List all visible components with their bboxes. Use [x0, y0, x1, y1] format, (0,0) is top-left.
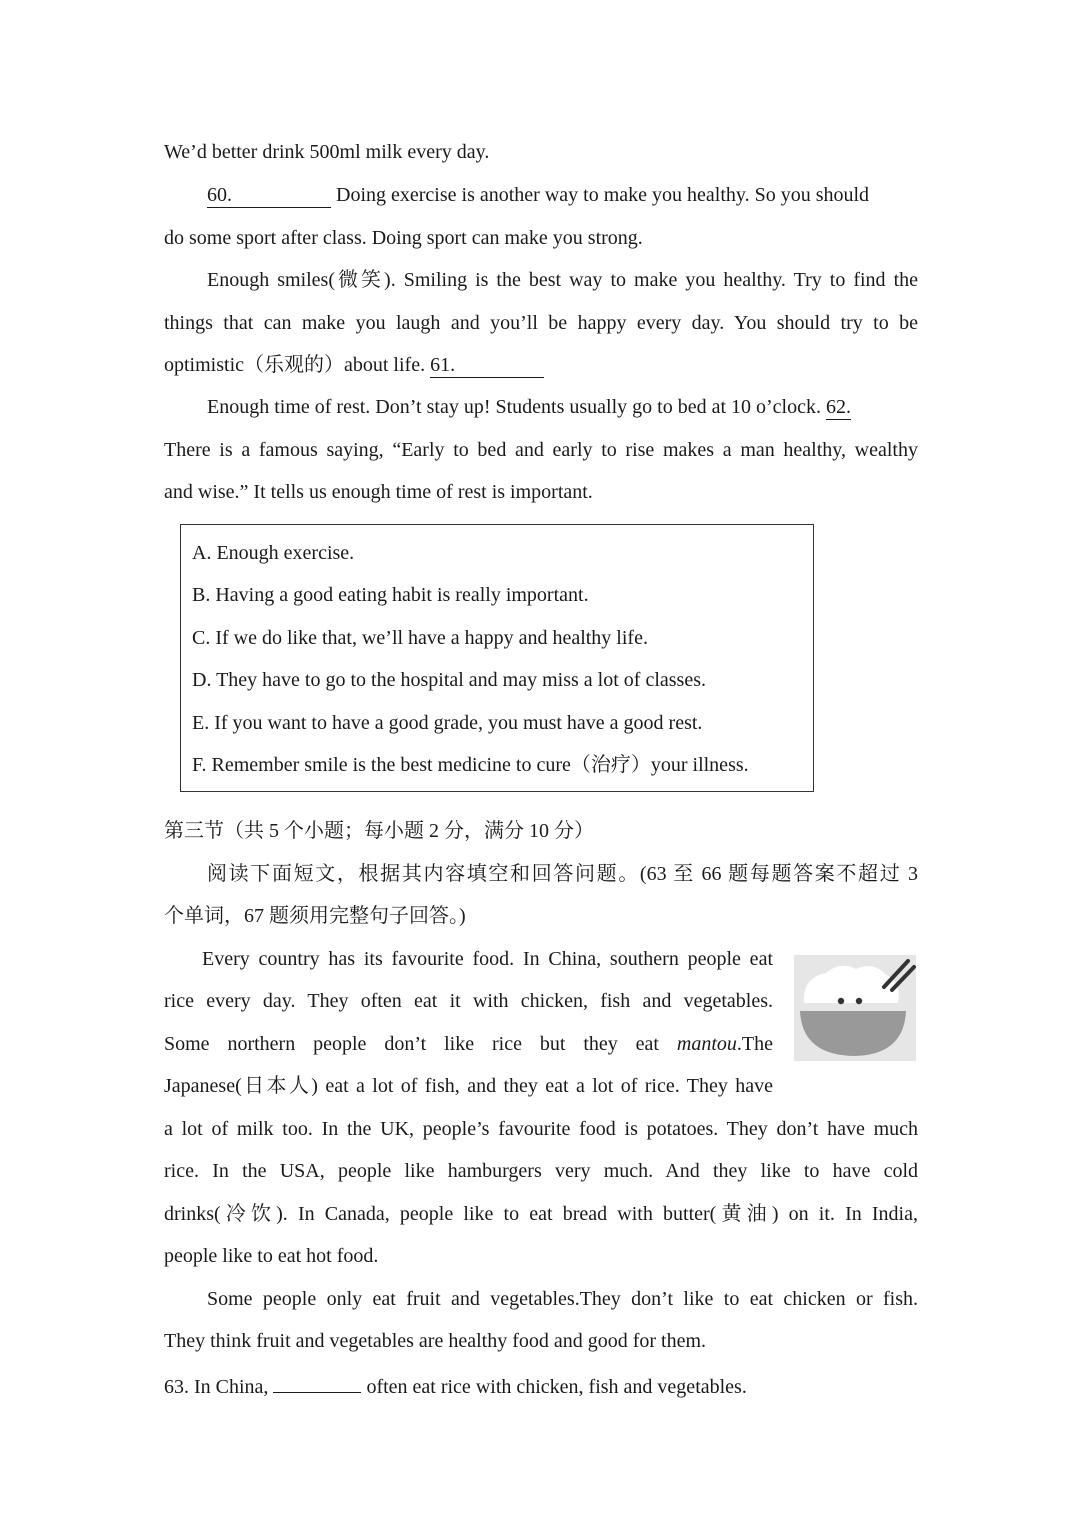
question-63 — [164, 1372, 918, 1399]
q60-blank[interactable]: 60. — [207, 183, 331, 208]
q63-answer-blank[interactable] — [273, 1372, 361, 1393]
section3-instruction: 阅读下面短文，根据其内容填空和回答问题。(63 至 66 题每题答案不超过 3 — [207, 863, 918, 885]
passage2-text: Some northern people don’t like rice but they eat — [164, 1033, 677, 1055]
passage1-line-q60 — [207, 183, 918, 208]
passage1-line: Enough smiles(微笑). Smiling is the best way to make you healthy. Try to find the — [207, 269, 918, 291]
section3-heading: 第三节（共 5 个小题；每小题 2 分，满分 10 分） — [164, 820, 594, 842]
option-a: A. Enough exercise. — [192, 542, 355, 564]
passage1-text: Doing exercise is another way to make you healthy. So you should — [331, 184, 870, 206]
passage2-line: Some people only eat fruit and vegetables.They don’t like to eat chicken or fish. — [207, 1288, 918, 1310]
passage2-line — [164, 1032, 773, 1056]
q63-text: often eat rice with chicken, fish and vegetables. — [361, 1376, 747, 1398]
passage1-text: Enough time of rest. Don’t stay up! Students usually go to bed at 10 o’clock. — [207, 396, 826, 418]
passage1-line: things that can make you laugh and you’ll be happy every day. You should try to be — [164, 312, 918, 334]
q63-text: 63. In China, — [164, 1376, 274, 1398]
option-d: D. They have to go to the hospital and may miss a lot of classes. — [192, 669, 706, 691]
passage2-line: rice every day. They often eat it with chicken, fish and vegetables. — [164, 990, 773, 1012]
option-b: B. Having a good eating habit is really important. — [192, 584, 589, 606]
passage1-line-q61 — [164, 353, 918, 378]
section3-instruction: 个单词，67 题须用完整句子回答。) — [164, 905, 466, 927]
option-c: C. If we do like that, we’ll have a happy and healthy life. — [192, 627, 648, 649]
passage2-line: They think fruit and vegetables are healthy food and good for them. — [164, 1330, 707, 1352]
passage1-line-q62 — [207, 395, 918, 420]
passage2-line: drinks(冷饮). In Canada, people like to eat bread with butter(黄油) on it. In India, — [164, 1203, 918, 1225]
passage2-line: Every country has its favourite food. In China, southern people eat — [202, 948, 773, 970]
option-f: F. Remember smile is the best medicine to cure（治疗）your illness. — [192, 754, 749, 776]
passage2-line: rice. In the USA, people like hamburgers very much. And they like to have cold — [164, 1160, 918, 1182]
passage1-text: optimistic（乐观的）about life. — [164, 354, 431, 376]
passage2-text: .The — [736, 1033, 773, 1055]
passage1-line: and wise.” It tells us enough time of rest is important. — [164, 481, 593, 503]
passage2-line: people like to eat hot food. — [164, 1245, 379, 1267]
passage1-line: do some sport after class. Doing sport can make you strong. — [164, 227, 643, 249]
option-e: E. If you want to have a good grade, you must have a good rest. — [192, 712, 703, 734]
q61-blank[interactable]: 61. — [430, 353, 544, 378]
passage1-line: We’d better drink 500ml milk every day. — [164, 141, 490, 163]
passage2-line: Japanese(日本人) eat a lot of fish, and they eat a lot of rice. They have — [164, 1075, 773, 1097]
rice-bowl-with-chopsticks-icon — [794, 955, 916, 1061]
mantou-word: mantou — [676, 1033, 737, 1055]
passage2-line: a lot of milk too. In the UK, people’s favourite food is potatoes. They don’t have much — [164, 1118, 918, 1140]
q62-blank[interactable]: 62. — [825, 396, 851, 418]
passage1-line: There is a famous saying, “Early to bed and early to rise makes a man healthy, wealthy — [164, 439, 918, 461]
